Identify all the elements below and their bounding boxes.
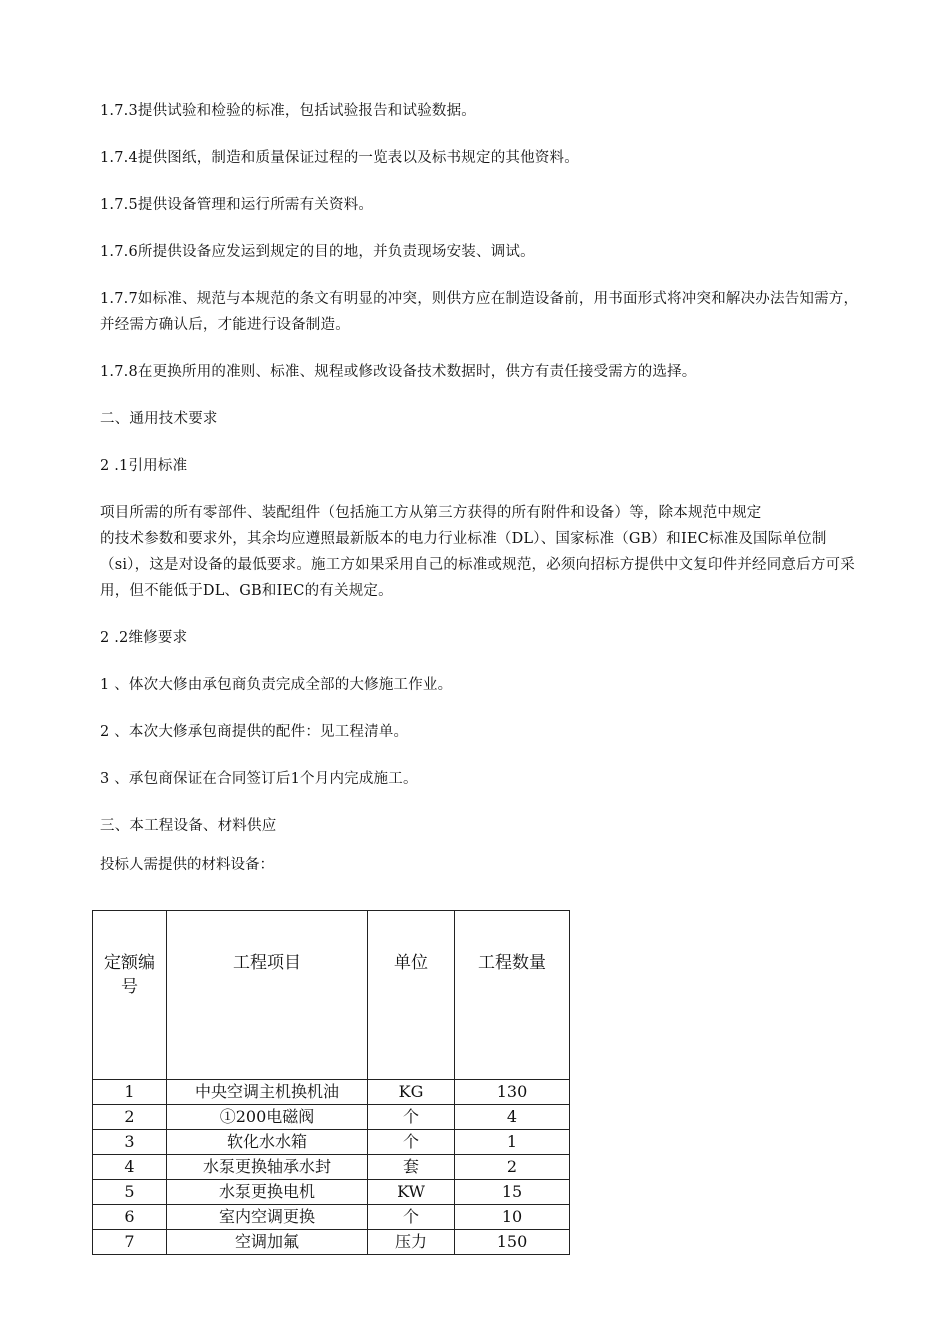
header-item: 工程项目	[167, 911, 368, 1080]
cell-no: 2	[93, 1105, 167, 1130]
cell-unit: KW	[368, 1180, 455, 1205]
header-unit: 单位	[368, 911, 455, 1080]
clause-1-7-4: 1.7.4提供图纸，制造和质量保证过程的一览表以及标书规定的其他资料。	[100, 150, 579, 166]
cell-qty: 1	[455, 1130, 570, 1155]
cell-unit: 个	[368, 1205, 455, 1230]
cell-item: 中央空调主机换机油	[167, 1080, 368, 1105]
subheading-2-2: 2 .2维修要求	[100, 630, 188, 646]
standards-paragraph-line1: 项目所需的所有零部件、装配组件（包括施工方从第三方获得的所有附件和设备）等，除本规范中规定	[100, 505, 762, 521]
section-heading-materials: 三、本工程设备、材料供应	[100, 818, 277, 834]
cell-unit: 个	[368, 1105, 455, 1130]
cell-item: 空调加氟	[167, 1230, 368, 1255]
clause-1-7-5: 1.7.5提供设备管理和运行所需有关资料。	[100, 197, 374, 213]
cell-qty: 10	[455, 1205, 570, 1230]
header-quantity: 工程数量	[455, 911, 570, 1080]
header-quota-no: 定额编号	[93, 911, 167, 1080]
cell-unit: 压力	[368, 1230, 455, 1255]
clause-1-7-6: 1.7.6所提供设备应发运到规定的目的地，并负责现场安装、调试。	[100, 244, 535, 260]
cell-no: 7	[93, 1230, 167, 1255]
cell-qty: 150	[455, 1230, 570, 1255]
cell-no: 1	[93, 1080, 167, 1105]
repair-item-3: 3 、承包商保证在合同签订后1个月内完成施工。	[100, 771, 418, 787]
table-row	[93, 1155, 570, 1180]
table-row	[93, 1180, 570, 1205]
cell-item: 软化水水箱	[167, 1130, 368, 1155]
clause-1-7-3: 1.7.3提供试验和检验的标准，包括试验报告和试验数据。	[100, 103, 476, 119]
subheading-2-1: 2 .1引用标准	[100, 458, 188, 474]
cell-unit: KG	[368, 1080, 455, 1105]
clause-1-7-8: 1.7.8在更换所用的准则、标准、规程或修改设备技术数据时，供方有责任接受需方的选择。	[100, 364, 697, 380]
table-row	[93, 1080, 570, 1105]
materials-table	[92, 910, 570, 1255]
table-row	[93, 1230, 570, 1255]
cell-unit: 个	[368, 1130, 455, 1155]
standards-paragraph-body: 的技术参数和要求外，其余均应遵照最新版本的电力行业标准（DL）、国家标准（GB）和IEC标准及国际单位制（si），这是对设备的最低要求。施工方如果采用自己的标准或规范，必须向招标方提供中文复印件并经同意后方可采用，但不能低于DL、GB和IEC的有关规定。	[100, 531, 855, 599]
table-row	[93, 1105, 570, 1130]
cell-no: 6	[93, 1205, 167, 1230]
clause-1-7-7: 1.7.7如标准、规范与本规范的条文有明显的冲突，则供方应在制造设备前，用书面形式将冲突和解决办法告知需方，并经需方确认后，才能进行设备制造。	[100, 291, 859, 333]
table-row	[93, 1205, 570, 1230]
table-caption: 投标人需提供的材料设备：	[100, 857, 274, 873]
cell-qty: 15	[455, 1180, 570, 1205]
repair-item-2: 2 、本次大修承包商提供的配件：见工程清单。	[100, 724, 409, 740]
cell-item: 水泵更换轴承水封	[167, 1155, 368, 1180]
cell-item: 室内空调更换	[167, 1205, 368, 1230]
cell-unit: 套	[368, 1155, 455, 1180]
section-heading-general-tech: 二、通用技术要求	[100, 411, 218, 427]
document-page	[100, 98, 865, 1251]
cell-no: 4	[93, 1155, 167, 1180]
cell-qty: 130	[455, 1080, 570, 1105]
table-header-row	[93, 911, 570, 1080]
table-row	[93, 1130, 570, 1155]
cell-no: 3	[93, 1130, 167, 1155]
cell-no: 5	[93, 1180, 167, 1205]
cell-qty: 4	[455, 1105, 570, 1130]
cell-item: ①200电磁阀	[167, 1105, 368, 1130]
repair-item-1: 1 、体次大修由承包商负责完成全部的大修施工作业。	[100, 677, 453, 693]
cell-item: 水泵更换电机	[167, 1180, 368, 1205]
cell-qty: 2	[455, 1155, 570, 1180]
